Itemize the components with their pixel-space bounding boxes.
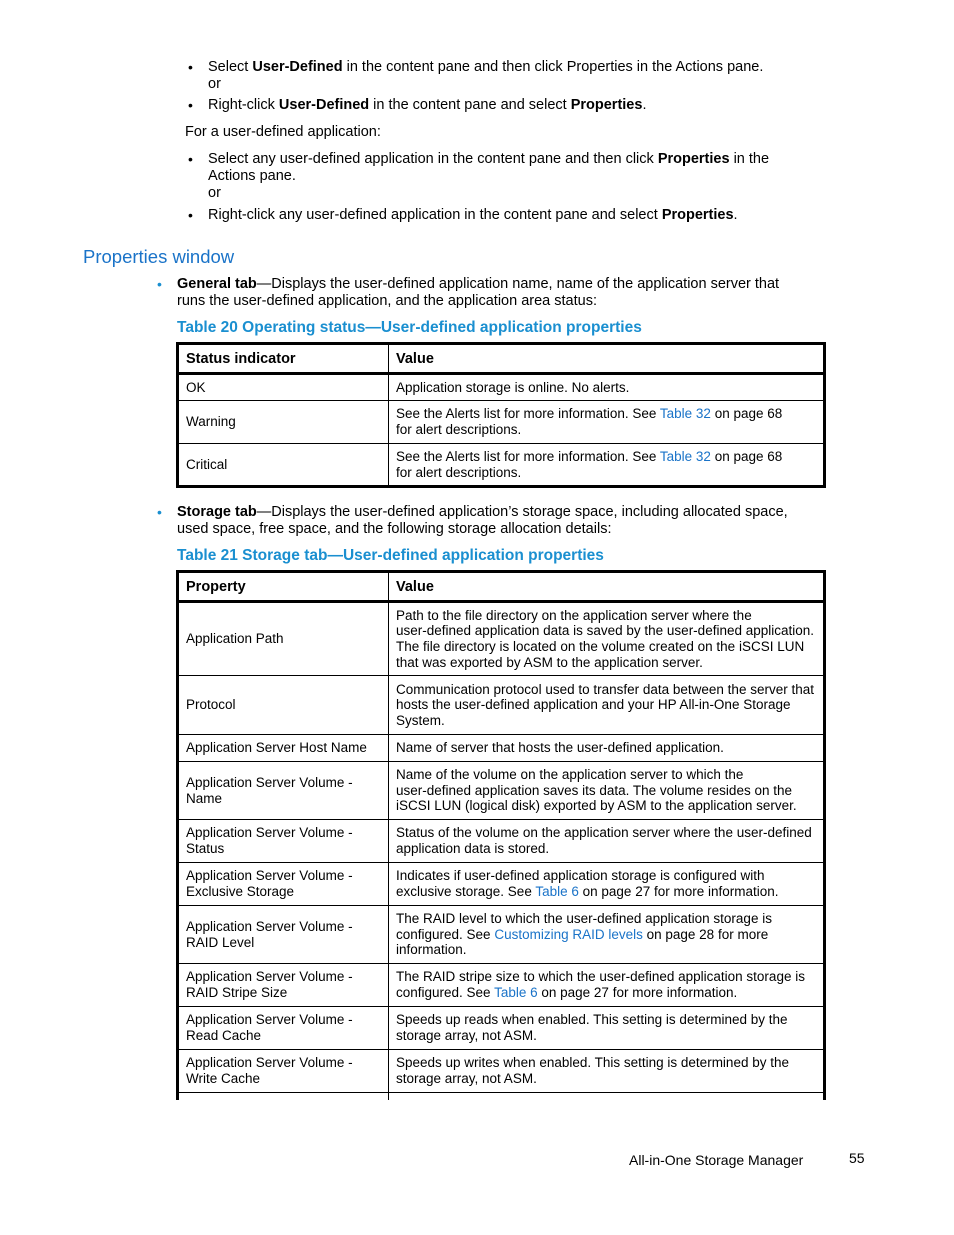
table-cell: Application Server Volume - Exclusive Storage [178, 863, 389, 906]
table-row [178, 374, 825, 401]
table-header: Property [178, 572, 389, 602]
table-row [178, 820, 825, 863]
table-cell: Speeds up reads when enabled. This setting is determined by the storage array, not ASM. [389, 1007, 825, 1050]
table-20 [176, 342, 826, 488]
bullet-marker: • [188, 97, 193, 113]
table-header: Value [389, 344, 825, 374]
table-cell: Protocol [178, 676, 389, 735]
table-cell: Application Path [178, 602, 389, 676]
table-row [178, 1007, 825, 1050]
table-row [178, 762, 825, 820]
customizing-raid-levels-link[interactable]: Customizing RAID levels [494, 926, 643, 942]
table-32-link[interactable]: Table 32 [659, 406, 711, 422]
storage-tab-text-cont: used space, free space, and the following storage allocation details: [177, 521, 612, 537]
table-cell: Warning [178, 401, 389, 444]
table-6-link[interactable]: Table 6 [535, 884, 579, 899]
table-6-link[interactable]: Table 6 [494, 985, 538, 1000]
table-cell: Communication protocol used to transfer data between the server that hosts the user-defined application and your HP All-in-One Storage System. [389, 676, 825, 735]
intro-bullet-3-cont: Actions pane. [208, 168, 296, 184]
table-cell [389, 1093, 825, 1101]
bullet-marker: • [157, 504, 162, 520]
table-row [178, 1093, 825, 1101]
table-row [178, 735, 825, 762]
table-row [178, 863, 825, 906]
table-cell: Application storage is online. No alerts. [389, 374, 825, 401]
table-header: Status indicator [178, 344, 389, 374]
table-cell: The RAID stripe size to which the user-defined application storage is configured. See Table 6 on page 27 for more information. [389, 964, 825, 1007]
or-text: or [208, 185, 221, 201]
table-row [178, 444, 825, 487]
table-cell: Application Server Host Name [178, 735, 389, 762]
storage-tab-text: Storage tab—Displays the user-defined application’s storage space, including allocated space, [177, 504, 788, 520]
table-21-caption: Table 21 Storage tab—User-defined application properties [177, 547, 604, 564]
table-21-clip [176, 570, 826, 1100]
table-cell: The RAID level to which the user-defined application storage is configured. See Customizing RAID levels on page 28 for more information. [389, 906, 825, 964]
table-cell: Application Server Volume - Write Cache [178, 1050, 389, 1093]
table-20-caption: Table 20 Operating status—User-defined application properties [177, 319, 642, 336]
table-cell: Application Server Volume - Read Cache [178, 1007, 389, 1050]
table-cell: OK [178, 374, 389, 401]
or-text: or [208, 76, 221, 92]
table-cell: Application Server Volume - Status [178, 820, 389, 863]
table-cell: Application Server Volume - Name [178, 762, 389, 820]
bullet-marker: • [157, 276, 162, 292]
table-row [178, 602, 825, 676]
table-cell: Path to the file directory on the application server where the user-defined application data is saved by the user-defined application. The file directory is located on the volume created on the iSCSI LUN that was exported by ASM to the application server. [389, 602, 825, 676]
intro-bullet-1: Select User-Defined in the content pane and then click Properties in the Actions pane. [208, 59, 764, 75]
table-cell: Name of server that hosts the user-defined application. [389, 735, 825, 762]
table-21 [176, 570, 826, 1100]
table-row [178, 1050, 825, 1093]
table-cell: Indicates if user-defined application storage is configured with exclusive storage. See Table 6 on page 27 for more information. [389, 863, 825, 906]
general-tab-text-cont: runs the user-defined application, and the application area status: [177, 293, 597, 309]
bullet-marker: • [188, 151, 193, 167]
table-cell: Speeds up writes when enabled. This setting is determined by the storage array, not ASM. [389, 1050, 825, 1093]
intro-bullet-4: Right-click any user-defined application in the content pane and select Properties. [208, 207, 738, 223]
footer-title: All-in-One Storage Manager [629, 1152, 804, 1168]
page-number: 55 [849, 1150, 865, 1166]
bullet-marker: • [188, 207, 193, 223]
table-cell [178, 1093, 389, 1101]
table-cell: Application Server Volume - RAID Level [178, 906, 389, 964]
section-heading: Properties window [83, 246, 235, 267]
table-row [178, 676, 825, 735]
table-32-link[interactable]: Table 32 [659, 448, 711, 464]
table-row [178, 401, 825, 444]
table-cell: Status of the volume on the application server where the user-defined application data is stored. [389, 820, 825, 863]
table-row [178, 906, 825, 964]
intro-bullet-2: Right-click User-Defined in the content pane and select Properties. [208, 97, 647, 113]
table-cell: Application Server Volume - RAID Stripe Size [178, 964, 389, 1007]
table-cell: See the Alerts list for more information. See Table 32 on page 68 for alert descriptions. [389, 401, 825, 444]
table-cell: Critical [178, 444, 389, 487]
intro-paragraph: For a user-defined application: [185, 124, 381, 140]
bullet-marker: • [188, 59, 193, 75]
table-cell: See the Alerts list for more information. See Table 32 on page 68 for alert descriptions. [389, 444, 825, 487]
table-cell: Name of the volume on the application server to which the user-defined application saves its data. The volume resides on the iSCSI LUN (logical disk) exported by ASM to the application server. [389, 762, 825, 820]
table-header: Value [389, 572, 825, 602]
intro-bullet-3: Select any user-defined application in the content pane and then click Properties in the [208, 151, 770, 167]
table-row [178, 964, 825, 1007]
general-tab-text: General tab—Displays the user-defined application name, name of the application server that [177, 276, 780, 292]
